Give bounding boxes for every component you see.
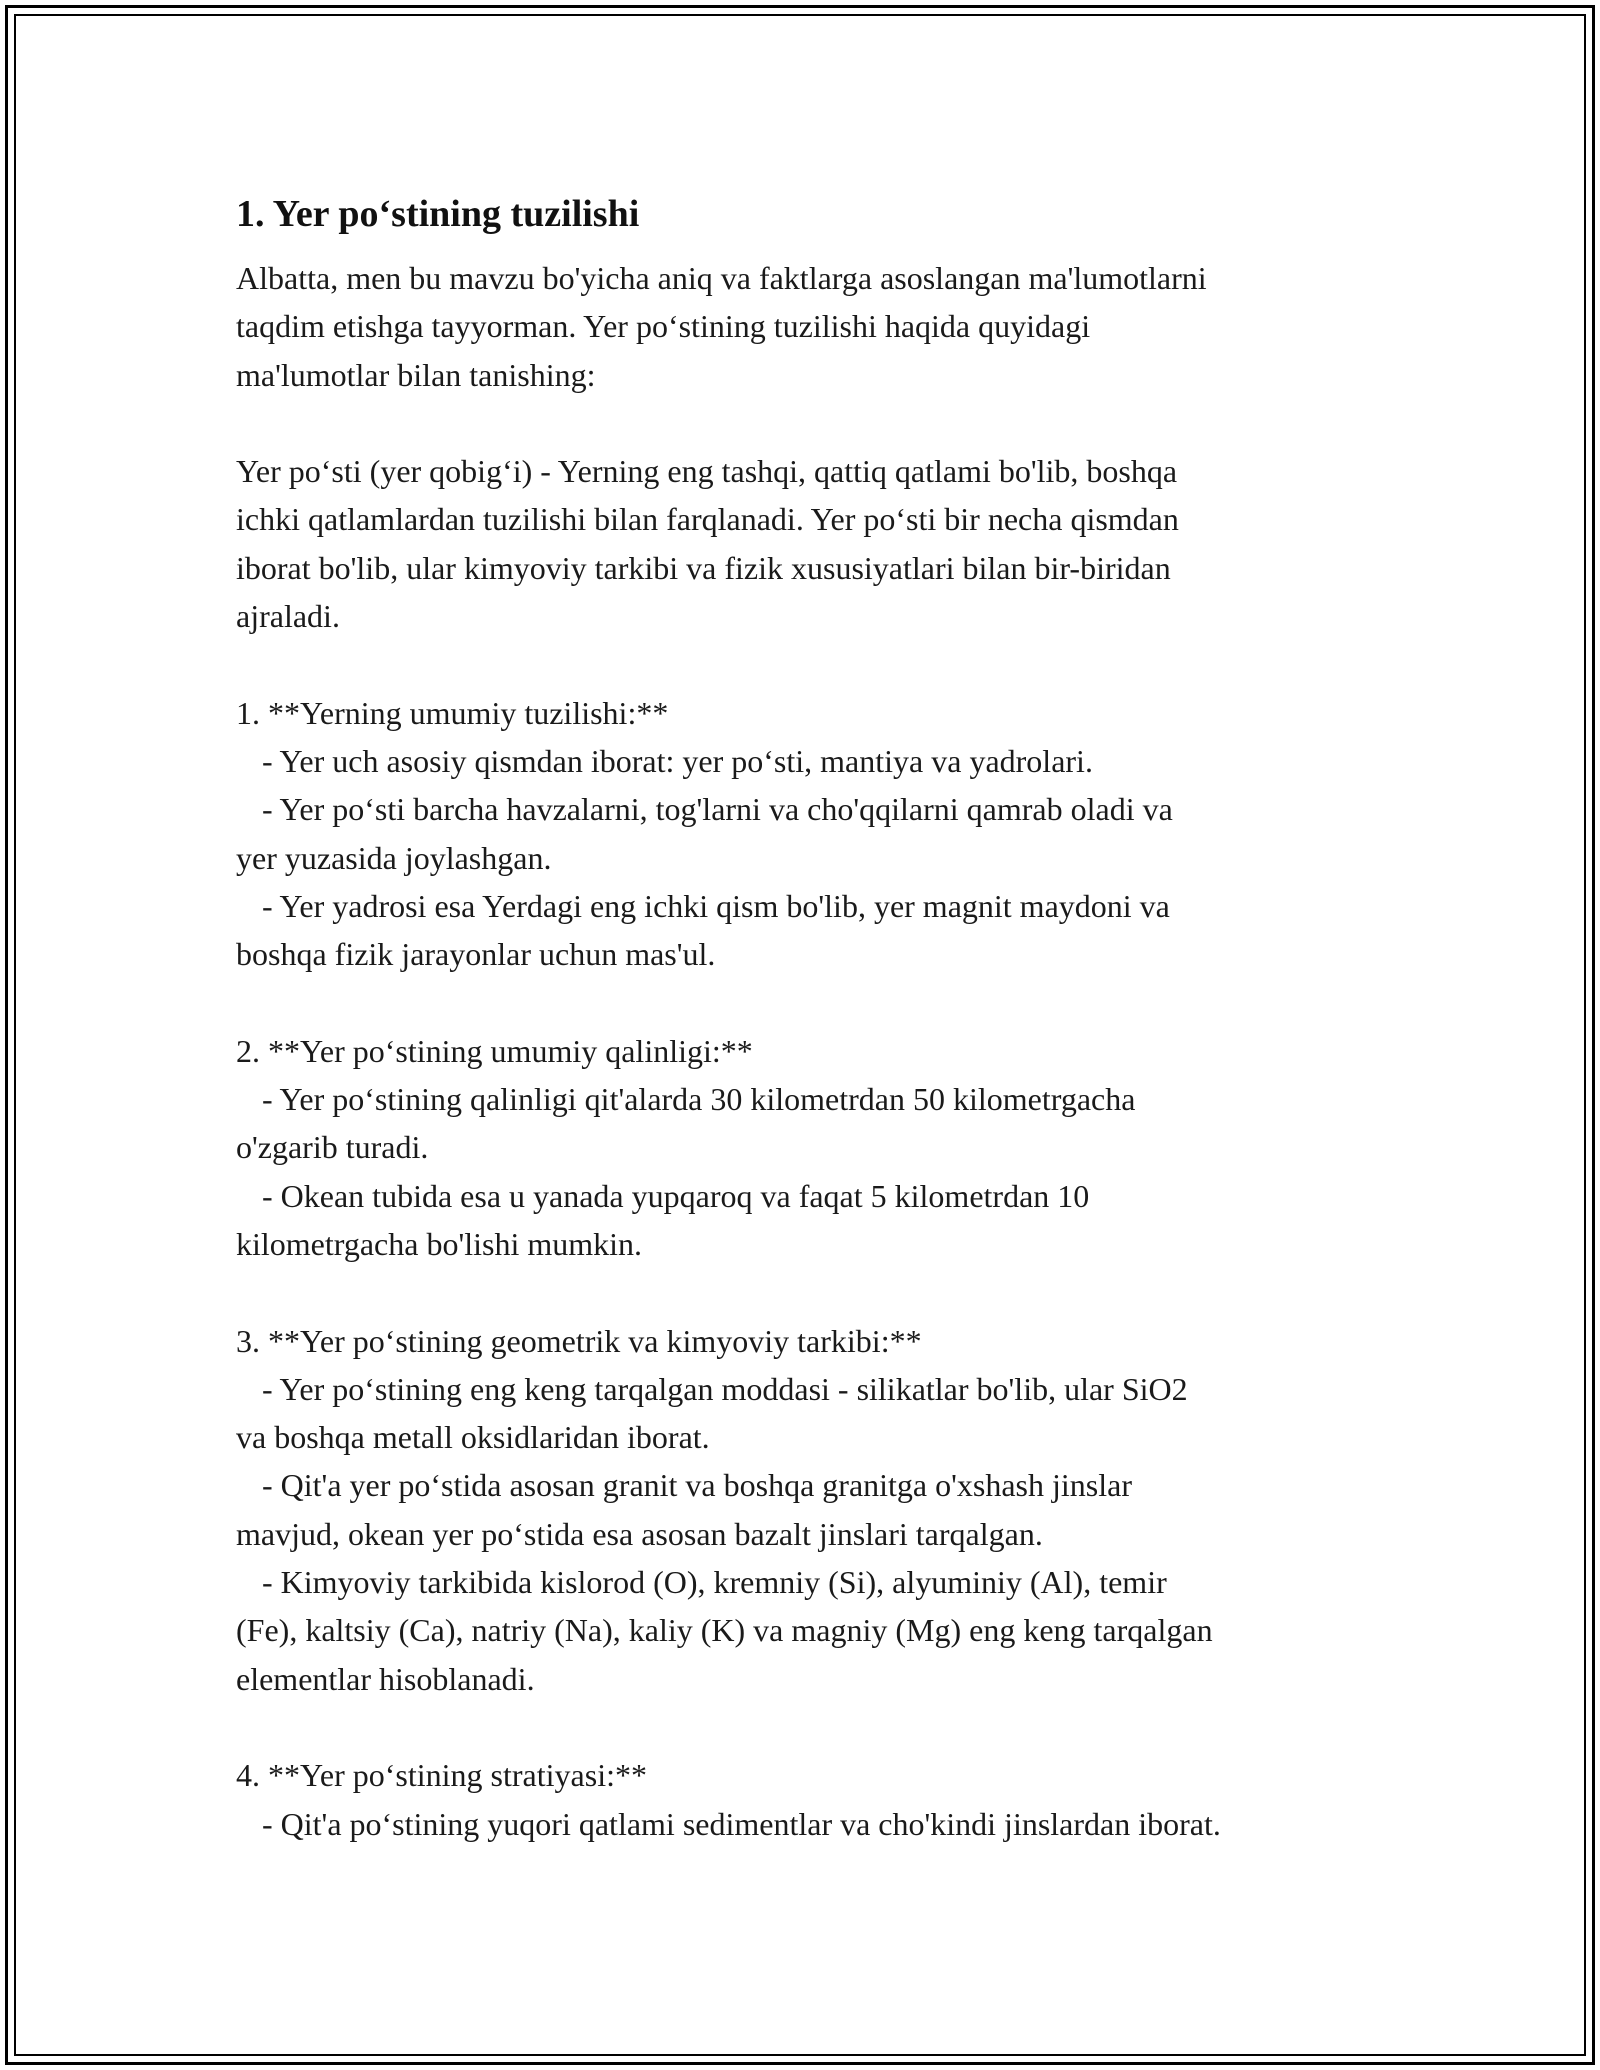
section-stratification [236,1751,1386,1848]
bullet-line: mavjud, okean yer po‘stida esa asosan bazalt jinslari tarqalgan. [236,1515,1043,1552]
intro-line: taqdim etishga tayyorman. Yer po‘stining tuzilishi haqida quyidagi [236,308,1091,345]
bullet-line: - Yer po‘stining eng keng tarqalgan moddasi - silikatlar bo'lib, ular SiO2 [262,1370,1188,1407]
section-heading: 2. **Yer po‘stining umumiy qalinligi:** [236,1032,753,1069]
section-composition [236,1317,1386,1703]
bullet-item [236,1172,1386,1269]
bullet-line: elementlar hisoblanadi. [236,1660,535,1697]
section-heading: 4. **Yer po‘stining stratiyasi:** [236,1757,647,1794]
bullet-line: - Qit'a po‘stining yuqori qatlami sedimentlar va cho'kindi jinslardan iborat. [262,1805,1221,1842]
bullet-item [236,737,1386,785]
section-thickness [236,1027,1386,1268]
bullet-item [236,1558,1386,1703]
bullet-line: (Fe), kaltsiy (Ca), natriy (Na), kaliy (K) va magniy (Mg) eng keng tarqalgan [236,1612,1213,1649]
bullet-line: va boshqa metall oksidlaridan iborat. [236,1419,710,1456]
document-body [236,186,1386,1848]
bullet-line: - Kimyoviy tarkibida kislorod (O), kremniy (Si), alyuminiy (Al), temir [262,1564,1167,1601]
bullet-line: boshqa fizik jarayonlar uchun mas'ul. [236,936,716,973]
definition-line: ajraladi. [236,598,340,635]
bullet-line: - Yer uch asosiy qismdan iborat: yer po‘sti, mantiya va yadrolari. [262,742,1093,779]
definition-line: Yer po‘sti (yer qobig‘i) - Yerning eng tashqi, qattiq qatlami bo'lib, boshqa [236,453,1178,490]
bullet-line: - Okean tubida esa u yanada yupqaroq va faqat 5 kilometrdan 10 [262,1177,1090,1214]
bullet-line: yer yuzasida joylashgan. [236,839,552,876]
bullet-item [236,1800,1386,1848]
bullet-line: - Yer yadrosi esa Yerdagi eng ichki qism bo'lib, yer magnit maydoni va [262,887,1170,924]
section-general-structure [236,689,1386,979]
definition-line: iborat bo'lib, ular kimyoviy tarkibi va fizik xususiyatlari bilan bir-biridan [236,549,1171,586]
intro-paragraph [236,254,1386,399]
bullet-line: o'zgarib turadi. [236,1129,429,1166]
section-heading: 1. **Yerning umumiy tuzilishi:** [236,694,669,731]
bullet-item [236,1075,1386,1172]
bullet-item [236,1461,1386,1558]
page-title: 1. Yer po‘stining tuzilishi [236,193,640,235]
bullet-line: - Yer po‘stining qalinligi qit'alarda 30 kilometrdan 50 kilometrgacha [262,1081,1136,1118]
bullet-line: - Yer po‘sti barcha havzalarni, tog'larni va cho'qqilarni qamrab oladi va [262,791,1173,828]
intro-line: ma'lumotlar bilan tanishing: [236,356,596,393]
bullet-item [236,882,1386,979]
bullet-line: - Qit'a yer po‘stida asosan granit va boshqa granitga o'xshash jinslar [262,1467,1132,1504]
bullet-item [236,785,1386,882]
definition-line: ichki qatlamlardan tuzilishi bilan farqlanadi. Yer po‘sti bir necha qismdan [236,501,1179,538]
section-heading: 3. **Yer po‘stining geometrik va kimyoviy tarkibi:** [236,1322,922,1359]
definition-paragraph [236,447,1386,640]
intro-line: Albatta, men bu mavzu bo'yicha aniq va faktlarga asoslangan ma'lumotlarni [236,260,1207,296]
bullet-item [236,1365,1386,1462]
bullet-line: kilometrgacha bo'lishi mumkin. [236,1225,643,1262]
